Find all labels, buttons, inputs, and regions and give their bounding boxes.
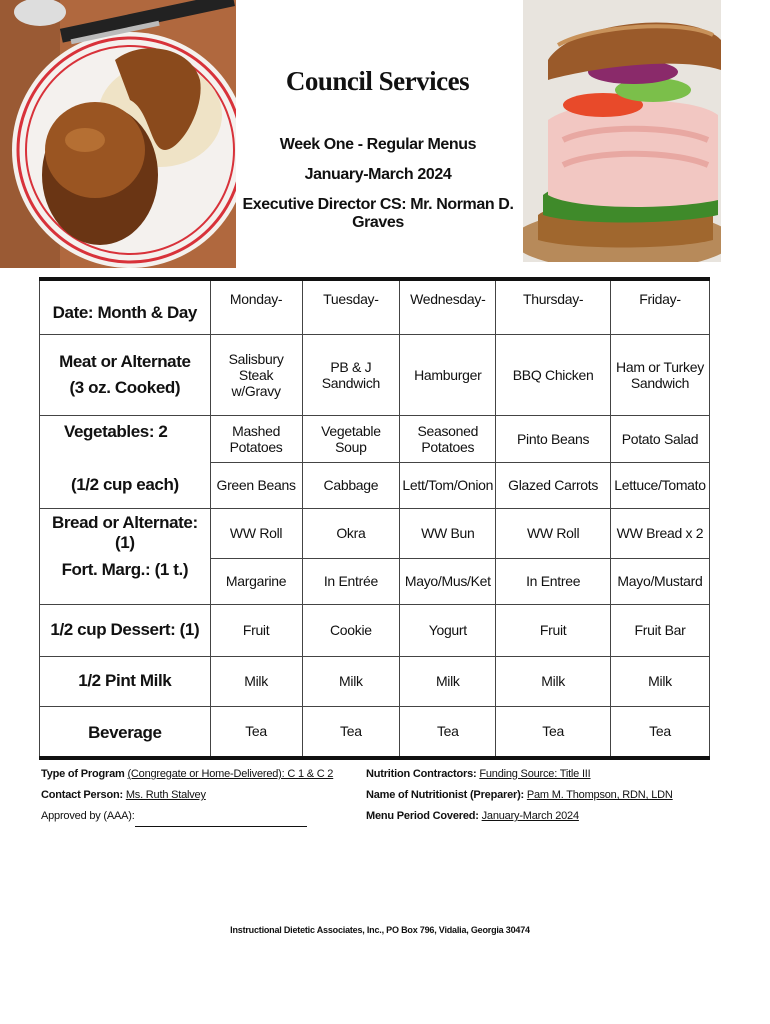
dessert-cell: Fruit [496,604,611,656]
meat-cell: Ham or Turkey Sandwich [610,334,709,415]
bread-cell: Okra [302,508,400,558]
executive-director-line: Executive Director CS: Mr. Norman D. Graves [242,196,514,231]
veg2-cell: Green Beans [210,462,302,508]
meat-cell: Hamburger [400,334,496,415]
beverage-cell: Tea [210,706,302,758]
footer-right [366,764,673,827]
day-tuesday: Tuesday- [302,279,400,334]
beverage-cell: Tea [400,706,496,758]
beverage-cell: Tea [610,706,709,758]
beverage-label: Beverage [40,706,211,758]
dessert-cell: Fruit [210,604,302,656]
nutritionist-label: Name of Nutritionist (Preparer): [366,789,525,801]
program-line [41,764,333,785]
veg-label-line2: (1/2 cup each) [40,462,211,508]
table-row-veg1 [40,415,710,462]
menu-table [39,277,710,760]
table-row-days [40,279,710,334]
program-label: Type of Program [41,768,125,780]
page-title: Council Services [285,66,470,96]
footer-left [41,764,333,827]
day-monday: Monday- [210,279,302,334]
meat-label [40,334,211,415]
nutritionist-value: Pam M. Thompson, RDN, LDN [526,789,673,801]
day-thursday: Thursday- [496,279,611,334]
contact-label: Contact Person: [41,789,123,801]
veg1-cell: Mashed Potatoes [210,415,302,462]
contact-line [41,785,333,806]
milk-cell: Milk [302,656,400,706]
table-row-beverage [40,706,710,758]
salisbury-steak-photo [0,0,236,268]
table-row-meat [40,334,710,415]
veg2-cell: Glazed Carrots [496,462,611,508]
bread-cell: WW Roll [496,508,611,558]
beverage-cell: Tea [302,706,400,758]
margarine-cell: Mayo/Mustard [610,558,709,604]
dessert-cell: Cookie [302,604,400,656]
table-row-dessert [40,604,710,656]
margarine-cell: In Entree [496,558,611,604]
veg2-cell: Lettuce/Tomato [610,462,709,508]
bread-cell: WW Bread x 2 [610,508,709,558]
table-row-bread [40,508,710,558]
period-line [366,806,673,827]
day-friday: Friday- [610,279,709,334]
milk-cell: Milk [400,656,496,706]
bread-cell: WW Roll [210,508,302,558]
date-label: Date: Month & Day [40,279,211,334]
margarine-label: Fort. Marg.: (1 t.) [40,558,211,604]
dessert-cell: Yogurt [400,604,496,656]
meat-cell: PB & J Sandwich [302,334,400,415]
meat-label-line2: (3 oz. Cooked) [69,377,181,397]
veg1-cell: Potato Salad [610,415,709,462]
dessert-label: 1/2 cup Dessert: (1) [40,604,211,656]
margarine-cell: In Entrée [302,558,400,604]
approved-line [41,806,333,827]
beverage-cell: Tea [496,706,611,758]
period-value: January-March 2024 [481,810,579,822]
veg-label-line1: Vegetables: 2 [40,415,211,462]
day-wednesday: Wednesday- [400,279,496,334]
bread-cell: WW Bun [400,508,496,558]
table-row-margarine [40,558,710,604]
table-row-veg2 [40,462,710,508]
bread-label: Bread or Alternate: (1) [40,508,211,558]
meat-cell: BBQ Chicken [496,334,611,415]
period-label: Menu Period Covered: [366,810,479,822]
contractor-line [366,764,673,785]
contractor-value: Funding Source: Title III [479,768,591,780]
meat-cell: Salisbury Steak w/Gravy [210,334,302,415]
contact-value: Ms. Ruth Stalvey [125,789,206,801]
menu-period-subtitle: January-March 2024 [304,166,452,183]
milk-cell: Milk [210,656,302,706]
margarine-cell: Margarine [210,558,302,604]
veg1-cell: Pinto Beans [496,415,611,462]
meat-label-line1: Meat or Alternate [59,351,191,371]
menu-week-subtitle: Week One - Regular Menus [279,136,477,153]
sandwich-photo [523,0,721,262]
table-row-milk [40,656,710,706]
veg1-cell: Seasoned Potatoes [400,415,496,462]
milk-cell: Milk [610,656,709,706]
veg2-cell: Cabbage [302,462,400,508]
nutritionist-line [366,785,673,806]
approved-label: Approved by (AAA): [41,810,135,822]
milk-cell: Milk [496,656,611,706]
veg2-cell: Lett/Tom/Onion [400,462,496,508]
signature-line [135,814,307,827]
program-value: (Congregate or Home-Delivered): C 1 & C 2 [127,768,334,780]
company-address: Instructional Dietetic Associates, Inc., PO Box 796, Vidalia, Georgia 30474 [230,925,530,935]
milk-label: 1/2 Pint Milk [40,656,211,706]
veg1-cell: Vegetable Soup [302,415,400,462]
dessert-cell: Fruit Bar [610,604,709,656]
margarine-cell: Mayo/Mus/Ket [400,558,496,604]
contractor-label: Nutrition Contractors: [366,768,477,780]
